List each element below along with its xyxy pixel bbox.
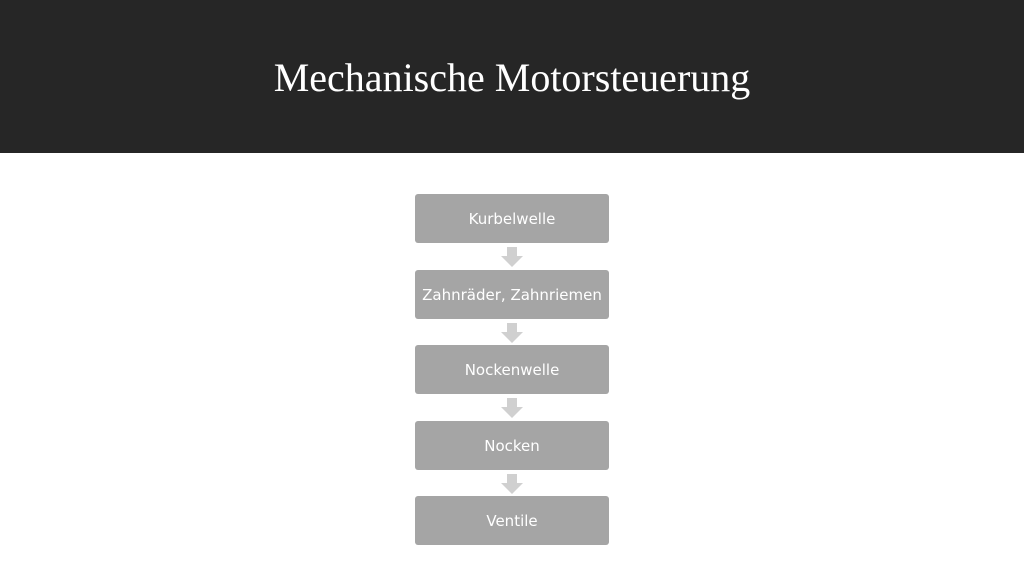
- step-box-ventile: Ventile: [415, 496, 609, 545]
- down-arrow-icon: [501, 247, 523, 267]
- step-box-nockenwelle: Nockenwelle: [415, 345, 609, 394]
- step-box-nocken: Nocken: [415, 421, 609, 470]
- slide-title: Mechanische Motorsteuerung: [273, 55, 751, 100]
- down-arrow-icon: [501, 398, 523, 418]
- title-bar: [0, 0, 1024, 153]
- step-box-zahnraeder: Zahnräder, Zahnriemen: [415, 270, 609, 319]
- down-arrow-icon: [501, 474, 523, 494]
- down-arrow-icon: [501, 323, 523, 343]
- step-box-kurbelwelle: Kurbelwelle: [415, 194, 609, 243]
